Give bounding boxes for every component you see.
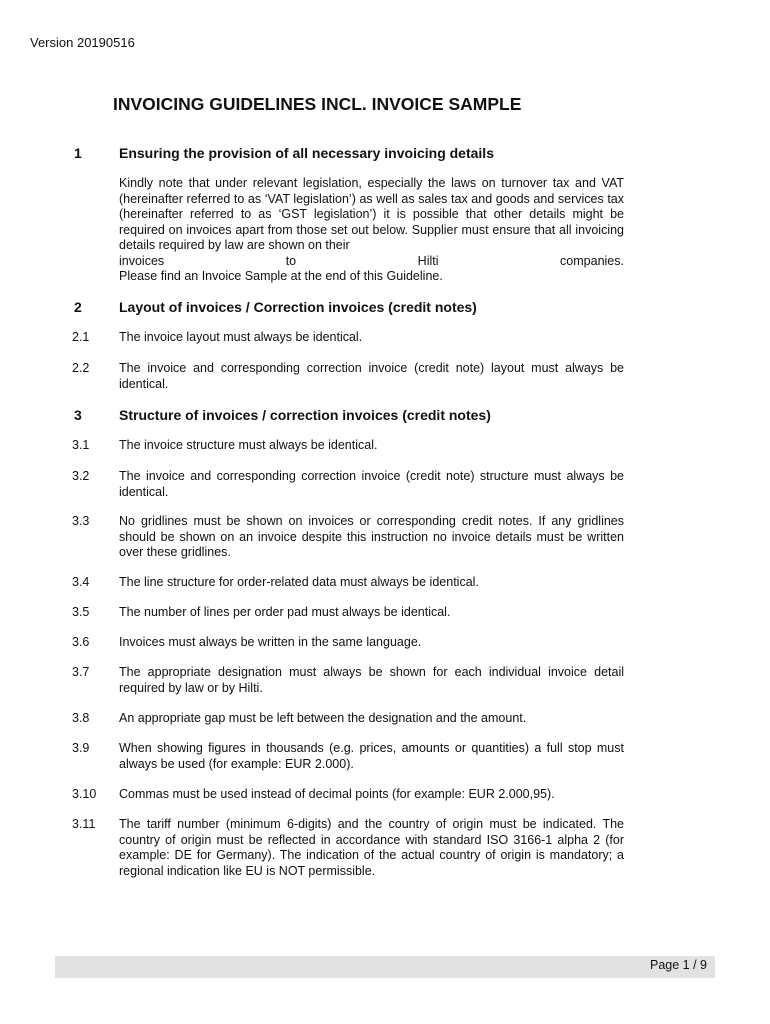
word: Hilti <box>417 253 439 268</box>
item-number: 3.7 <box>72 665 90 679</box>
body-text: Please find an Invoice Sample at the end of this Guideline. <box>119 269 443 283</box>
section-number: 1 <box>74 145 82 161</box>
justified-line <box>119 254 624 270</box>
item-number: 3.1 <box>72 438 90 452</box>
page-footer <box>55 956 715 978</box>
section-title: Structure of invoices / correction invoices (credit notes) <box>119 407 491 423</box>
item-text: Commas must be used instead of decimal points (for example: EUR 2.000,95). <box>119 787 555 801</box>
item-text: The line structure for order-related data must always be identical. <box>119 575 479 589</box>
item-number: 3.2 <box>72 469 90 483</box>
word: invoices <box>119 253 165 268</box>
item-text: The number of lines per order pad must always be identical. <box>119 605 451 619</box>
section-title: Layout of invoices / Correction invoices (credit notes) <box>119 299 477 315</box>
page-number: Page 1 / 9 <box>650 958 707 972</box>
item-number: 3.10 <box>72 787 97 801</box>
item-text: The invoice structure must always be identical. <box>119 438 378 452</box>
item-number: 2.2 <box>72 361 90 375</box>
item-number: 3.6 <box>72 635 90 649</box>
body-text: Kindly note that under relevant legislation, especially the laws on turnover tax and VAT (hereinafter referred to as ‘VAT legislation’) as well as sales tax and goods and services tax (hereinafter referred to as ‘GST legislation’) it is possible that other details might be required on invoices apart from those set out below. Supplier must ensure that all invoicing details required by law are shown on their <box>119 176 624 252</box>
word: to <box>285 253 297 268</box>
item-number: 3.5 <box>72 605 90 619</box>
section-number: 3 <box>74 407 82 423</box>
item-text: When showing figures in thousands (e.g. prices, amounts or quantities) a full stop must always be used (for example: EUR 2.000). <box>119 741 624 771</box>
item-text: The invoice and corresponding correction invoice (credit note) structure must always be identical. <box>119 469 624 499</box>
section-1-body <box>119 176 624 285</box>
document-title: INVOICING GUIDELINES INCL. INVOICE SAMPLE <box>113 94 522 114</box>
item-text: Invoices must always be written in the same language. <box>119 635 422 649</box>
version-label: Version 20190516 <box>30 35 135 50</box>
item-number: 3.8 <box>72 711 90 725</box>
item-text: The invoice and corresponding correction invoice (credit note) layout must always be identical. <box>119 361 624 391</box>
item-text: The tariff number (minimum 6-digits) and the country of origin must be indicated. The country of origin must be reflected in accordance with standard ISO 3166-1 alpha 2 (for example: DE for Germany). The indication of the actual country of origin is mandatory; a regional indication like EU is NOT permissible. <box>119 817 624 878</box>
item-text: The invoice layout must always be identical. <box>119 330 363 344</box>
word: companies. <box>560 253 624 268</box>
section-title: Ensuring the provision of all necessary invoicing details <box>119 145 494 161</box>
item-text: No gridlines must be shown on invoices or corresponding credit notes. If any gridlines should be shown on an invoice despite this instruction no invoice details must be written over these gridlines. <box>119 514 624 559</box>
item-number: 3.9 <box>72 741 90 755</box>
item-text: The appropriate designation must always be shown for each individual invoice detail required by law or by Hilti. <box>119 665 624 695</box>
item-number: 2.1 <box>72 330 90 344</box>
section-number: 2 <box>74 299 82 315</box>
item-number: 3.11 <box>72 817 96 831</box>
item-text: An appropriate gap must be left between the designation and the amount. <box>119 711 527 725</box>
item-number: 3.4 <box>72 575 90 589</box>
item-number: 3.3 <box>72 514 90 528</box>
